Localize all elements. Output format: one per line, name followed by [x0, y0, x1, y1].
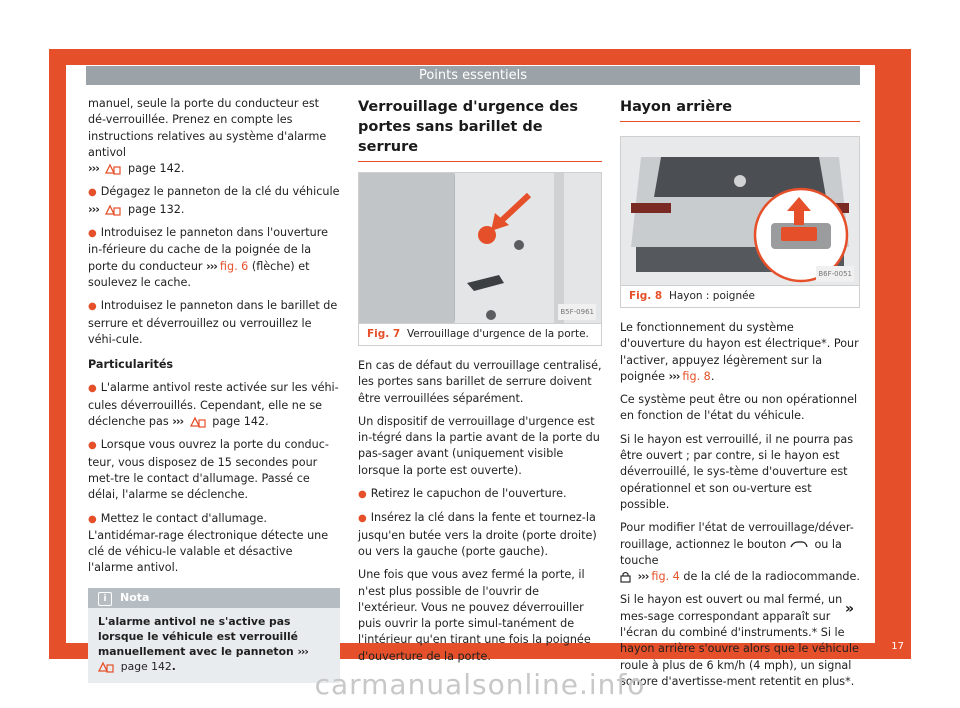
- warning-book-icon: [105, 204, 121, 216]
- heading-rule: [620, 121, 860, 122]
- intro-paragraph: manuel, seule la porte du conducteur est dé-verrouillée. Prenez en compte les instructions relatives au système d'alarme antivol ››› page 142.: [88, 97, 327, 176]
- bullet-icon: ●: [358, 489, 367, 501]
- figure-8-image: [621, 137, 859, 285]
- particularites-bullet-2: ● Lorsque vous ouvrez la porte du conduc-teur, vous disposez de 15 secondes pour met-tre le contact d'allumage. Passé ce délai, l'alarme se déclenche.: [88, 438, 329, 502]
- warning-book-icon: [190, 416, 206, 428]
- figure-7: [358, 172, 602, 346]
- left-bullet-3: ● Introduisez le panneton dans le barillet de serrure et déverrouillez ou verrouillez le véhi-cule.: [88, 299, 338, 346]
- particularites-ref-link[interactable]: page 142: [212, 415, 266, 429]
- particularites-bullet-3: ● Mettez le contact d'allumage. L'antidémar-rage électronique détecte une clé de véhicu-le valable et désactive l'alarme antivol.: [88, 511, 329, 575]
- right-paragraph-2: Ce système peut être ou non opérationnel en fonction de l'état du véhicule.: [620, 393, 858, 423]
- bullet-icon: ●: [88, 383, 97, 395]
- door-lock-illustration: [359, 173, 601, 323]
- right-paragraph-5: Si le hayon est ouvert ou mal fermé, un mes-sage correspondant apparaît sur l'écran du combiné d'instruments.* Si le hayon arrière s'ouvre alors que le véhicule roule à plus de 6 km/h (4 mph), un signal sonore d'avertisse-ment retentit en plus*.: [620, 593, 859, 688]
- fig4-ref-link[interactable]: fig. 4: [651, 570, 680, 584]
- left-bullet-1: ● Dégagez le panneton de la clé du véhicule ››› page 132.: [88, 185, 340, 216]
- figure-7-label: Fig. 7: [367, 328, 401, 340]
- middle-heading: Verrouillage d'urgence des portes sans barillet de serrure: [358, 99, 578, 155]
- particularites-bullet-1: ● L'alarme antivol reste activée sur les véhi-cules déverrouillés. Cependant, elle ne se déclenche pas ››› page 142.: [88, 381, 339, 429]
- left-column: [88, 96, 340, 683]
- figure-8-code: B6F-0051: [816, 266, 854, 282]
- heading-rule: [358, 161, 602, 162]
- watermark: carmanualsonline.info: [314, 668, 646, 701]
- figure-8-label: Fig. 8: [629, 290, 663, 302]
- left-bullet-2: ● Introduisez le panneton dans l'ouverture in-férieure du cache de la poignée de la porte du conducteur ››› fig. 6 (flèche) et soulevez le cache.: [88, 226, 328, 289]
- fig6-ref-link[interactable]: fig. 6: [219, 259, 249, 273]
- ref-arrows-icon: ›››: [172, 415, 184, 429]
- fig8-ref-link[interactable]: fig. 8: [682, 369, 711, 383]
- tailgate-illustration: [621, 137, 859, 285]
- middle-bullet-2: ● Insérez la clé dans la fente et tournez-la jusqu'en butée vers la droite (porte droite) ou vers la gauche (porte gauche).: [358, 511, 597, 558]
- right-paragraph-4: Pour modifier l'état de verrouillage/déver-rouillage, actionnez le bouton ou la touche ››› fig. 4 de la clé de la radiocommande.: [620, 521, 860, 584]
- section-banner: Points essentiels: [86, 66, 860, 85]
- bullet-icon: ●: [88, 228, 97, 240]
- ref-arrows-icon: ›››: [88, 162, 99, 176]
- ref-arrows-icon: ›››: [668, 369, 680, 383]
- bullet-1-ref-link[interactable]: page 132: [127, 202, 181, 216]
- right-heading: Hayon arrière: [620, 99, 733, 115]
- figure-7-caption: Fig. 7 Verrouillage d'urgence de la porte.: [359, 323, 601, 345]
- ref-arrows-icon: ›››: [297, 644, 308, 658]
- bullet-icon: ●: [358, 513, 367, 525]
- nota-ref-link[interactable]: page 142: [120, 659, 172, 673]
- right-paragraph-3: Si le hayon est verrouillé, il ne pourra pas être ouvert ; par contre, si le hayon est déverrouillé, le sys-tème d'ouverture est opérationnel et son ou-verture est possible.: [620, 432, 854, 511]
- ref-arrows-icon: ›››: [88, 202, 99, 216]
- car-unlock-icon: [790, 540, 808, 549]
- nota-title: i Nota: [88, 588, 340, 608]
- middle-bullet-1: ● Retirez le capuchon de l'ouverture.: [358, 487, 567, 501]
- middle-closing: Une fois que vous avez fermé la porte, il n'est plus possible de l'ouvrir de l'extérieur. Vous ne pouvez déverrouiller puis ouvrir la porte simul-tanément de l'intérieur qu'en tirant une fois la poignée d'ouverture de la porte.: [358, 568, 591, 663]
- figure-8: [620, 136, 860, 308]
- bullet-icon: ●: [88, 301, 97, 313]
- bullet-icon: ●: [88, 440, 97, 452]
- intro-ref-link[interactable]: page 142: [127, 162, 181, 176]
- figure-8-caption: Fig. 8 Hayon : poignée: [621, 285, 859, 307]
- middle-paragraph-2: Un dispositif de verrouillage d'urgence est in-tégré dans la partie avant de la porte du pas-sager avant (uniquement visible lorsque la porte est ouverte).: [358, 414, 600, 477]
- right-column: [620, 97, 860, 697]
- nota-body: L'alarme antivol ne s'active pas lorsque le véhicule est verrouillé manuellement avec le panneton ››› page 142.: [98, 614, 308, 673]
- info-icon: i: [98, 592, 112, 606]
- middle-paragraph-1: En cas de défaut du verrouillage centralisé, les portes sans barillet de serrure doivent être verrouillées séparément.: [358, 359, 602, 405]
- right-paragraph-1: Le fonctionnement du système d'ouverture du hayon est électrique*. Pour l'activer, appuyez légèrement sur la poignée ››› fig. 8.: [620, 321, 859, 383]
- warning-book-icon: [105, 163, 121, 175]
- figure-7-code: B5F-0961: [558, 304, 596, 320]
- continue-chevron-icon: »: [845, 601, 855, 617]
- ref-arrows-icon: ›››: [637, 570, 649, 584]
- ref-arrows-icon: ›››: [206, 259, 217, 273]
- figure-7-image: [359, 173, 601, 323]
- lock-icon: [620, 571, 631, 583]
- particularites-heading: Particularités: [88, 358, 174, 372]
- bullet-icon: ●: [88, 513, 97, 525]
- middle-column: [358, 97, 602, 672]
- page-number: 17: [891, 641, 904, 652]
- bullet-icon: ●: [88, 187, 97, 199]
